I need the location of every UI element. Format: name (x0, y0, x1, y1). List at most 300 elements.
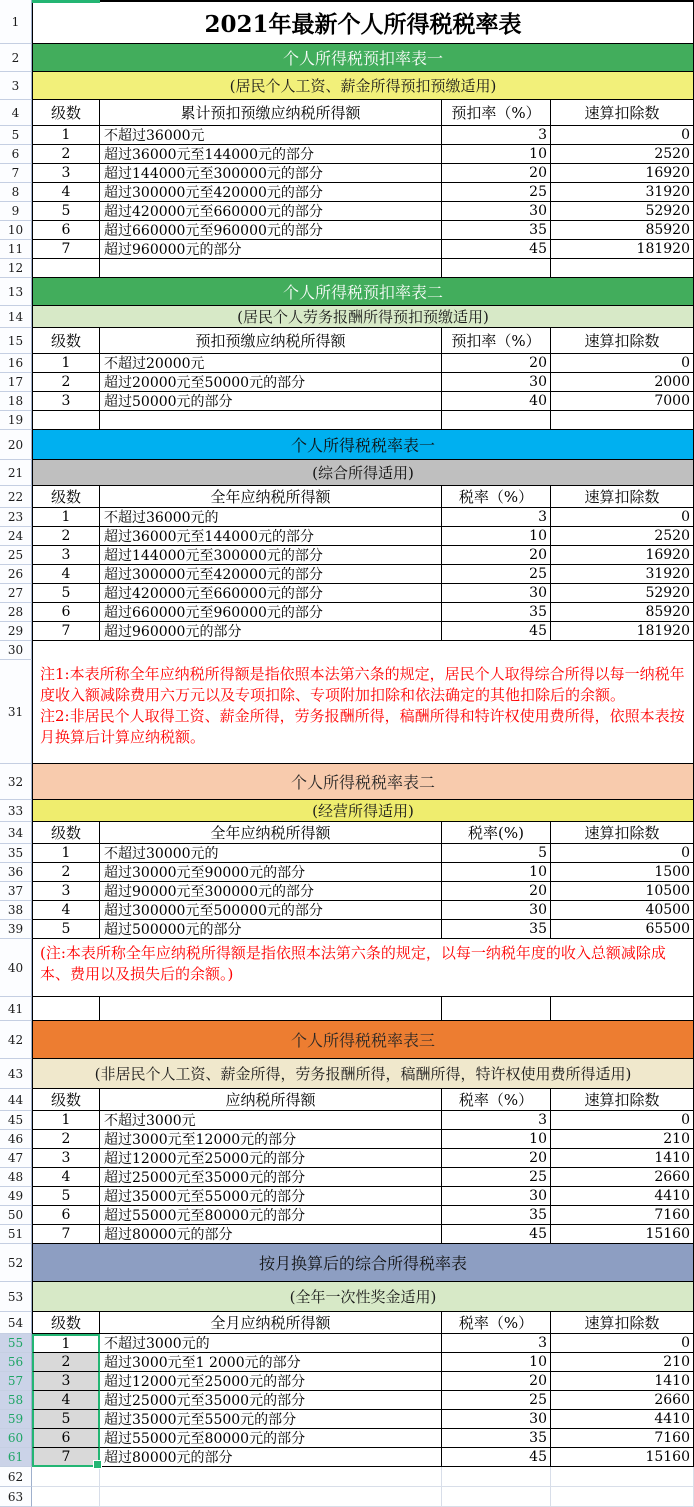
data-cell[interactable]: 3 (32, 546, 100, 565)
data-cell[interactable]: 3 (32, 392, 100, 411)
data-cell[interactable]: 超过12000元至25000元的部分 (100, 1372, 442, 1391)
data-cell[interactable]: 0 (551, 508, 694, 527)
empty-cell[interactable] (32, 1467, 100, 1487)
data-cell[interactable]: 3 (442, 508, 551, 527)
data-cell[interactable]: 7 (32, 1448, 100, 1467)
row-number[interactable]: 8 (0, 183, 32, 202)
data-cell[interactable]: 25 (442, 183, 551, 202)
row-number[interactable]: 25 (0, 546, 32, 565)
empty-cell[interactable] (442, 1487, 551, 1507)
sheet-row (0, 939, 694, 997)
data-cell[interactable]: 超过300000元至500000元的部分 (100, 901, 442, 920)
sheet-row (0, 1282, 694, 1312)
data-cell[interactable]: 不超过20000元 (100, 354, 442, 373)
data-cell[interactable]: 3 (32, 1149, 100, 1168)
sheet-row (0, 240, 694, 259)
row-number[interactable]: 58 (0, 1391, 32, 1410)
row-number[interactable]: 55 (0, 1334, 32, 1353)
data-cell[interactable]: 6 (32, 603, 100, 622)
data-cell[interactable]: 1410 (551, 1372, 694, 1391)
data-cell[interactable]: 30 (442, 901, 551, 920)
row-number[interactable]: 35 (0, 844, 32, 863)
row-number[interactable]: 5 (0, 126, 32, 145)
data-cell[interactable]: 超过144000元至300000元的部分 (100, 164, 442, 183)
row-number[interactable]: 47 (0, 1149, 32, 1168)
data-cell[interactable]: 20 (442, 354, 551, 373)
data-cell[interactable]: 超过36000元至144000元的部分 (100, 145, 442, 164)
section-subheader[interactable]: (居民个人劳务报酬所得预扣预缴适用) (32, 306, 694, 328)
data-cell[interactable]: 20 (442, 164, 551, 183)
data-cell[interactable]: 不超过3000元 (100, 1111, 442, 1130)
data-cell[interactable]: 25 (442, 565, 551, 584)
sheet-row (0, 0, 694, 44)
column-header-cell[interactable]: 级数 (32, 100, 100, 126)
column-header-cell[interactable]: 级数 (32, 1312, 100, 1334)
sheet-row (0, 1111, 694, 1130)
data-cell[interactable]: 2 (32, 145, 100, 164)
row-number[interactable]: 16 (0, 354, 32, 373)
row-number[interactable]: 12 (0, 259, 32, 278)
note-text: 注2:非居民个人取得工资、薪金所得，劳务报酬所得，稿酬所得和特许权使用费所得，依照本表按月换算后计算应纳税额。 (40, 707, 685, 746)
row-number[interactable]: 21 (0, 460, 32, 486)
data-cell[interactable]: 20 (442, 882, 551, 901)
row-number[interactable]: 27 (0, 584, 32, 603)
data-cell[interactable]: 1 (32, 508, 100, 527)
row-number[interactable]: 26 (0, 565, 32, 584)
row-number[interactable]: 57 (0, 1372, 32, 1391)
data-cell[interactable]: 2000 (551, 373, 694, 392)
section-band[interactable]: 个人所得税税率表一 (32, 430, 694, 460)
row-number[interactable]: 6 (0, 145, 32, 164)
sheet-row (0, 1206, 694, 1225)
data-cell[interactable]: 超过35000元至5500元的部分 (100, 1410, 442, 1429)
data-cell[interactable]: 超过36000元至144000元的部分 (100, 527, 442, 546)
data-cell[interactable]: 2520 (551, 527, 694, 546)
sheet-row (0, 145, 694, 164)
data-cell[interactable]: 超过500000元的部分 (100, 920, 442, 939)
sheet-row (0, 641, 694, 660)
section-subheader[interactable]: (经营所得适用) (32, 800, 694, 822)
row-number[interactable]: 38 (0, 901, 32, 920)
data-cell[interactable]: 45 (442, 622, 551, 641)
data-cell[interactable]: 超过25000元至35000元的部分 (100, 1391, 442, 1410)
note-box-top[interactable] (32, 641, 694, 660)
empty-cell[interactable] (100, 997, 442, 1021)
data-cell[interactable]: 40 (442, 392, 551, 411)
section-band[interactable]: 个人所得税税率表三 (32, 1021, 694, 1059)
sheet-row (0, 997, 694, 1021)
section-band[interactable]: 个人所得税预扣率表二 (32, 278, 694, 306)
data-cell[interactable]: 0 (551, 126, 694, 145)
data-cell[interactable]: 45 (442, 1448, 551, 1467)
row-number[interactable]: 3 (0, 72, 32, 100)
column-header-cell[interactable]: 级数 (32, 822, 100, 844)
data-cell[interactable]: 超过55000元至80000元的部分 (100, 1429, 442, 1448)
sheet-row (0, 1225, 694, 1244)
data-cell[interactable]: 6 (32, 1206, 100, 1225)
data-cell[interactable]: 30 (442, 1410, 551, 1429)
data-cell[interactable]: 25 (442, 1391, 551, 1410)
sheet-row (0, 546, 694, 565)
section-subheader[interactable]: (综合所得适用) (32, 460, 694, 486)
data-cell[interactable]: 5 (32, 1187, 100, 1206)
sheet-row (0, 460, 694, 486)
data-cell[interactable]: 5 (32, 1410, 100, 1429)
row-number[interactable]: 15 (0, 328, 32, 354)
data-cell[interactable]: 5 (32, 202, 100, 221)
data-cell[interactable]: 45 (442, 1225, 551, 1244)
column-header-cell[interactable]: 税率(%) (442, 822, 551, 844)
data-cell[interactable]: 不超过30000元的 (100, 844, 442, 863)
row-number[interactable]: 32 (0, 764, 32, 800)
column-header-cell[interactable]: 级数 (32, 1089, 100, 1111)
data-cell[interactable]: 35 (442, 920, 551, 939)
data-cell[interactable]: 超过3000元至1 2000元的部分 (100, 1353, 442, 1372)
data-cell[interactable]: 7 (32, 622, 100, 641)
row-number[interactable]: 29 (0, 622, 32, 641)
empty-cell[interactable] (442, 1467, 551, 1487)
section-band[interactable]: 按月换算后的综合所得税率表 (32, 1244, 694, 1282)
data-cell[interactable]: 4 (32, 901, 100, 920)
column-header-cell[interactable]: 速算扣除数 (551, 822, 694, 844)
row-number[interactable]: 63 (0, 1487, 32, 1507)
data-cell[interactable]: 超过20000元至50000元的部分 (100, 373, 442, 392)
sheet-row (0, 72, 694, 100)
data-cell[interactable]: 65500 (551, 920, 694, 939)
data-cell[interactable]: 超过960000元的部分 (100, 240, 442, 259)
data-cell[interactable]: 4410 (551, 1410, 694, 1429)
row-number[interactable]: 42 (0, 1021, 32, 1059)
sheet-row (0, 622, 694, 641)
row-number[interactable]: 11 (0, 240, 32, 259)
selection-remnant-strip (32, 0, 100, 3)
sheet-row (0, 392, 694, 411)
data-cell[interactable]: 超过660000元至960000元的部分 (100, 221, 442, 240)
data-cell[interactable]: 10 (442, 863, 551, 882)
row-number[interactable]: 49 (0, 1187, 32, 1206)
empty-cell[interactable] (551, 259, 694, 278)
row-number[interactable]: 37 (0, 882, 32, 901)
empty-cell[interactable] (551, 1487, 694, 1507)
data-cell[interactable]: 210 (551, 1130, 694, 1149)
data-cell[interactable]: 4 (32, 183, 100, 202)
data-cell[interactable]: 85920 (551, 603, 694, 622)
data-cell[interactable]: 2660 (551, 1391, 694, 1410)
note-text: 注1:本表所称全年应纳税所得额是指依照本法第六条的规定，居民个人取得综合所得以每一纳税年度收入额减除费用六万元以及专项扣除、专项附加扣除和依法确定的其他扣除后的余额。 (40, 665, 685, 704)
data-cell[interactable]: 2 (32, 1353, 100, 1372)
row-number[interactable]: 48 (0, 1168, 32, 1187)
section-subheader[interactable]: (居民个人工资、薪金所得预扣预缴适用) (32, 72, 694, 100)
data-cell[interactable]: 0 (551, 844, 694, 863)
data-cell[interactable]: 超过960000元的部分 (100, 622, 442, 641)
column-header-cell[interactable]: 全年应纳税所得额 (100, 822, 442, 844)
empty-cell[interactable] (551, 1467, 694, 1487)
data-cell[interactable]: 10 (442, 1130, 551, 1149)
data-cell[interactable]: 2 (32, 527, 100, 546)
empty-cell[interactable] (442, 411, 551, 430)
column-header-cell[interactable]: 税率（%） (442, 1089, 551, 1111)
row-number[interactable]: 45 (0, 1111, 32, 1130)
data-cell[interactable]: 35 (442, 1429, 551, 1448)
row-number[interactable]: 62 (0, 1467, 32, 1487)
data-cell[interactable]: 超过30000元至90000元的部分 (100, 863, 442, 882)
data-cell[interactable]: 20 (442, 1149, 551, 1168)
data-cell[interactable]: 6 (32, 1429, 100, 1448)
note-cell[interactable] (32, 939, 694, 997)
empty-cell[interactable] (442, 259, 551, 278)
fill-handle[interactable] (93, 1460, 102, 1469)
sheet-row (0, 44, 694, 72)
data-cell[interactable]: 超过420000元至660000元的部分 (100, 584, 442, 603)
section-subheader[interactable]: (全年一次性奖金适用) (32, 1282, 694, 1312)
row-number[interactable]: 30 (0, 641, 32, 660)
data-cell[interactable]: 2 (32, 863, 100, 882)
column-header-cell[interactable]: 累计预扣预缴应纳税所得额 (100, 100, 442, 126)
data-cell[interactable]: 35 (442, 603, 551, 622)
data-cell[interactable]: 超过300000元至420000元的部分 (100, 565, 442, 584)
data-cell[interactable]: 不超过36000元 (100, 126, 442, 145)
data-cell[interactable]: 超过90000元至300000元的部分 (100, 882, 442, 901)
data-cell[interactable]: 超过144000元至300000元的部分 (100, 546, 442, 565)
column-header-cell[interactable]: 速算扣除数 (551, 100, 694, 126)
data-cell[interactable]: 16920 (551, 164, 694, 183)
data-cell[interactable]: 超过25000元至35000元的部分 (100, 1168, 442, 1187)
sheet-row (0, 920, 694, 939)
data-cell[interactable]: 3 (442, 126, 551, 145)
empty-cell[interactable] (100, 411, 442, 430)
sheet-row (0, 1149, 694, 1168)
empty-cell[interactable] (100, 1467, 442, 1487)
data-cell[interactable]: 1410 (551, 1149, 694, 1168)
sheet-title-cell[interactable]: 2021年最新个人所得税税率表 (32, 0, 694, 44)
data-cell[interactable]: 30 (442, 584, 551, 603)
data-cell[interactable]: 10500 (551, 882, 694, 901)
data-cell[interactable]: 10 (442, 1353, 551, 1372)
data-cell[interactable]: 7160 (551, 1429, 694, 1448)
empty-cell[interactable] (100, 259, 442, 278)
row-number[interactable]: 2 (0, 44, 32, 72)
data-cell[interactable]: 7 (32, 1225, 100, 1244)
data-cell[interactable]: 3 (32, 1372, 100, 1391)
row-number[interactable]: 60 (0, 1429, 32, 1448)
row-number[interactable]: 46 (0, 1130, 32, 1149)
column-header-cell[interactable]: 预扣率（%） (442, 328, 551, 354)
data-cell[interactable]: 6 (32, 221, 100, 240)
data-cell[interactable]: 40500 (551, 901, 694, 920)
empty-cell[interactable] (442, 997, 551, 1021)
column-header-cell[interactable]: 速算扣除数 (551, 328, 694, 354)
data-cell[interactable]: 3 (32, 882, 100, 901)
data-cell[interactable]: 30 (442, 373, 551, 392)
row-number[interactable]: 13 (0, 278, 32, 306)
row-number[interactable]: 61 (0, 1448, 32, 1467)
data-cell[interactable]: 5 (32, 584, 100, 603)
empty-cell[interactable] (32, 259, 100, 278)
row-number[interactable]: 41 (0, 997, 32, 1021)
row-number[interactable]: 10 (0, 221, 32, 240)
data-cell[interactable]: 超过80000元的部分 (100, 1448, 442, 1467)
column-header-cell[interactable]: 速算扣除数 (551, 1089, 694, 1111)
data-cell[interactable]: 1 (32, 1111, 100, 1130)
data-cell[interactable]: 超过12000元至25000元的部分 (100, 1149, 442, 1168)
data-cell[interactable]: 7160 (551, 1206, 694, 1225)
row-number[interactable]: 50 (0, 1206, 32, 1225)
data-cell[interactable]: 3 (32, 164, 100, 183)
data-cell[interactable]: 4 (32, 565, 100, 584)
data-cell[interactable]: 超过35000元至55000元的部分 (100, 1187, 442, 1206)
data-cell[interactable]: 超过660000元至960000元的部分 (100, 603, 442, 622)
data-cell[interactable]: 3 (442, 1111, 551, 1130)
data-cell[interactable]: 3 (442, 1334, 551, 1353)
column-header-cell[interactable]: 应纳税所得额 (100, 1089, 442, 1111)
data-cell[interactable]: 4 (32, 1391, 100, 1410)
sheet-row (0, 1089, 694, 1111)
sheet-row (0, 373, 694, 392)
row-number[interactable]: 23 (0, 508, 32, 527)
data-cell[interactable]: 不超过3000元的 (100, 1334, 442, 1353)
data-cell[interactable]: 超过3000元至12000元的部分 (100, 1130, 442, 1149)
empty-cell[interactable] (551, 411, 694, 430)
row-number[interactable]: 20 (0, 430, 32, 460)
data-cell[interactable]: 0 (551, 1334, 694, 1353)
section-subheader[interactable]: (非居民个人工资、薪金所得，劳务报酬所得，稿酬所得，特许权使用费所得适用) (32, 1059, 694, 1089)
row-number[interactable]: 33 (0, 800, 32, 822)
column-header-cell[interactable]: 预扣率（%） (442, 100, 551, 126)
row-number[interactable]: 56 (0, 1353, 32, 1372)
row-number[interactable]: 43 (0, 1059, 32, 1089)
data-cell[interactable]: 10 (442, 527, 551, 546)
data-cell[interactable]: 7 (32, 240, 100, 259)
data-cell[interactable]: 35 (442, 221, 551, 240)
data-cell[interactable]: 2660 (551, 1168, 694, 1187)
data-cell[interactable]: 25 (442, 1168, 551, 1187)
section-band[interactable]: 个人所得税税率表二 (32, 764, 694, 800)
data-cell[interactable]: 2520 (551, 145, 694, 164)
data-cell[interactable]: 20 (442, 546, 551, 565)
row-number[interactable]: 24 (0, 527, 32, 546)
sheet-row (0, 603, 694, 622)
data-cell[interactable]: 1 (32, 844, 100, 863)
data-cell[interactable]: 10 (442, 145, 551, 164)
row-number[interactable]: 52 (0, 1244, 32, 1282)
row-number[interactable]: 17 (0, 373, 32, 392)
data-cell[interactable]: 30 (442, 1187, 551, 1206)
column-header-cell[interactable]: 税率（%） (442, 1312, 551, 1334)
section-band[interactable]: 个人所得税预扣率表一 (32, 44, 694, 72)
column-header-cell[interactable]: 预扣预缴应纳税所得额 (100, 328, 442, 354)
data-cell[interactable]: 181920 (551, 240, 694, 259)
empty-cell[interactable] (32, 1487, 100, 1507)
data-cell[interactable]: 20 (442, 1372, 551, 1391)
sheet-row (0, 183, 694, 202)
data-cell[interactable]: 52920 (551, 584, 694, 603)
data-cell[interactable]: 31920 (551, 183, 694, 202)
row-number[interactable]: 7 (0, 164, 32, 183)
empty-cell[interactable] (32, 411, 100, 430)
data-cell[interactable]: 52920 (551, 202, 694, 221)
data-cell[interactable]: 1500 (551, 863, 694, 882)
column-header-cell[interactable]: 级数 (32, 486, 100, 508)
sheet-row (0, 1429, 694, 1448)
empty-cell[interactable] (32, 997, 100, 1021)
data-cell[interactable]: 1 (32, 126, 100, 145)
data-cell[interactable]: 超过55000元至80000元的部分 (100, 1206, 442, 1225)
empty-cell[interactable] (100, 1487, 442, 1507)
row-number[interactable]: 22 (0, 486, 32, 508)
column-header-cell[interactable]: 税率（%） (442, 486, 551, 508)
data-cell[interactable]: 超过420000元至660000元的部分 (100, 202, 442, 221)
data-cell[interactable]: 45 (442, 240, 551, 259)
data-cell[interactable]: 不超过36000元的 (100, 508, 442, 527)
row-number[interactable]: 1 (0, 0, 32, 44)
row-number[interactable]: 4 (0, 100, 32, 126)
sheet-row (0, 328, 694, 354)
row-number[interactable]: 34 (0, 822, 32, 844)
sheet-row (0, 508, 694, 527)
row-number[interactable]: 31 (0, 660, 32, 764)
row-number[interactable]: 59 (0, 1410, 32, 1429)
data-cell[interactable]: 0 (551, 354, 694, 373)
row-number[interactable]: 39 (0, 920, 32, 939)
data-cell[interactable]: 1 (32, 1334, 100, 1353)
column-header-cell[interactable]: 全月应纳税所得额 (100, 1312, 442, 1334)
data-cell[interactable]: 15160 (551, 1448, 694, 1467)
data-cell[interactable]: 16920 (551, 546, 694, 565)
data-cell[interactable]: 15160 (551, 1225, 694, 1244)
row-number[interactable]: 19 (0, 411, 32, 430)
column-header-cell[interactable]: 速算扣除数 (551, 486, 694, 508)
row-number[interactable]: 28 (0, 603, 32, 622)
data-cell[interactable]: 0 (551, 1111, 694, 1130)
column-header-cell[interactable]: 速算扣除数 (551, 1312, 694, 1334)
row-number[interactable]: 14 (0, 306, 32, 328)
row-number[interactable]: 53 (0, 1282, 32, 1312)
sheet-row (0, 486, 694, 508)
data-cell[interactable]: 210 (551, 1353, 694, 1372)
data-cell[interactable]: 31920 (551, 565, 694, 584)
data-cell[interactable]: 5 (442, 844, 551, 863)
data-cell[interactable]: 7000 (551, 392, 694, 411)
data-cell[interactable]: 1 (32, 354, 100, 373)
data-cell[interactable]: 85920 (551, 221, 694, 240)
sheet-row (0, 863, 694, 882)
data-cell[interactable]: 超过50000元的部分 (100, 392, 442, 411)
data-cell[interactable]: 超过300000元至420000元的部分 (100, 183, 442, 202)
data-cell[interactable]: 35 (442, 1206, 551, 1225)
row-number[interactable]: 9 (0, 202, 32, 221)
row-number[interactable]: 44 (0, 1089, 32, 1111)
data-cell[interactable]: 2 (32, 373, 100, 392)
row-number[interactable]: 36 (0, 863, 32, 882)
data-cell[interactable]: 超过80000元的部分 (100, 1225, 442, 1244)
data-cell[interactable]: 2 (32, 1130, 100, 1149)
row-number[interactable]: 40 (0, 939, 32, 997)
sheet-row (0, 527, 694, 546)
note-cell[interactable] (32, 660, 694, 764)
column-header-cell[interactable]: 级数 (32, 328, 100, 354)
data-cell[interactable]: 4410 (551, 1187, 694, 1206)
column-header-cell[interactable]: 全年应纳税所得额 (100, 486, 442, 508)
row-number[interactable]: 18 (0, 392, 32, 411)
data-cell[interactable]: 4 (32, 1168, 100, 1187)
data-cell[interactable]: 30 (442, 202, 551, 221)
data-cell[interactable]: 5 (32, 920, 100, 939)
empty-cell[interactable] (551, 997, 694, 1021)
row-number[interactable]: 54 (0, 1312, 32, 1334)
data-cell[interactable]: 181920 (551, 622, 694, 641)
row-number[interactable]: 51 (0, 1225, 32, 1244)
sheet-row (0, 126, 694, 145)
